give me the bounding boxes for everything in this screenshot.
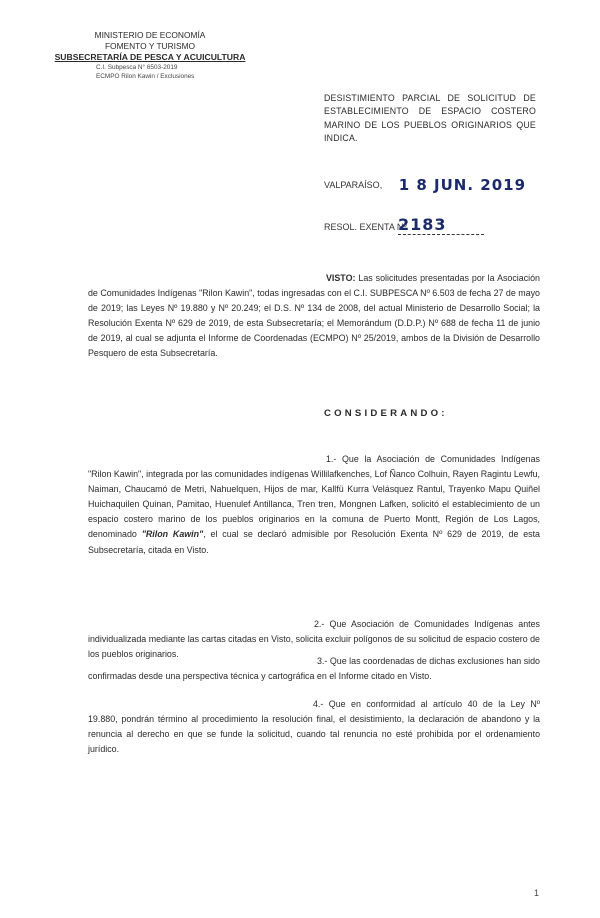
ministry-header: [50, 30, 250, 81]
undersecretariat-name: SUBSECRETARÍA DE PESCA Y ACUICULTURA: [54, 52, 246, 62]
considerando-item-4: 4.- Que en conformidad al artículo 40 de la Ley Nº 19.880, pondrán término al procedimiento la resolución final, el desistimiento, la declaración de abandono y la renuncia al derecho en que se funde la solicitud, cuando tal renuncia no esté prohibida por el ordenamiento jurídico.: [88, 699, 540, 755]
visto-text: Las solicitudes presentadas por la Asociación de Comunidades Indígenas "Rilon Kawin", todas ingresadas con el C.I. SUBPESCA Nº 6.503 de fecha 27 de mayo de 2019; las Leyes Nº 19.880 y Nº 20.249; el D.S. Nº 134 de 2008, del actual Ministerio de Desarrollo Social; la Resolución Exenta Nº 629 de 2019, de esta Subsecretaría; el Memorándum (D.D.P.) Nº 688 de fecha 11 de junio de 2019, al cual se adjunta el Informe de Coordenadas (ECMPO) Nº 25/2019, ambos de la División de Desarrollo Pesquero de esta Subsecretaría.: [88, 273, 540, 359]
resolution-label: RESOL. EXENTA Nº: [324, 222, 407, 232]
considerando-item-1-text: 1.- Que la Asociación de Comunidades Indígenas "Rilon Kawin", integrada por las comunidades indígenas Willilafkenches, Lof Ñanco Colhuin, Rayen Ragintu Lewfu, Naiman, Chaucamó de Metri, Nahuelquen, Hijos de mar, Kallfü Kurra Velásquez Rantul, Trayenko Mapu Quiñel Huichaquilen Quinan, Pamitao, Huenulef Antillanca, Tren tren, Mongnen Lafken, solicitó el establecimiento de un espacio costero marino de los pueblos originarios en la comuna de Puerto Montt, Región de Los Lagos, denominado: [88, 454, 540, 540]
reference-code: C.I. Subpesca N° 6503-2019: [96, 64, 178, 71]
considerando-item-2: 2.- Que Asociación de Comunidades Indígenas antes individualizada mediante las cartas citadas en Visto, solicita excluir polígonos de su solicitud de espacio costero de los pueblos originarios.: [88, 619, 540, 660]
community-name: "Rilon Kawin": [141, 529, 204, 540]
considerando-item-1-text-end: , el cual se declaró admisible por Resolución Exenta Nº 629 de 2019, de esta Subsecretaría, citada en Visto.: [88, 529, 540, 555]
page-number: 1: [534, 888, 540, 898]
resolution-underline: [398, 234, 484, 235]
considerando-heading: CONSIDERANDO:: [324, 408, 448, 419]
ministry-name: MINISTERIO DE ECONOMÍA: [94, 30, 206, 40]
considerando-item-1: [88, 452, 540, 558]
document-title: DESISTIMIENTO PARCIAL DE SOLICITUD DE ESTABLECIMIENTO DE ESPACIO COSTERO MARINO DE LOS PUEBLOS ORIGINARIOS QUE INDICA.: [324, 93, 536, 144]
date-stamp: 1 8 JUN. 2019: [398, 176, 527, 194]
visto-label: VISTO:: [326, 273, 356, 283]
dateline: [324, 176, 526, 194]
dateline-city: VALPARAÍSO,: [324, 180, 383, 190]
reference-subject: ECMPO Rilon Kawin / Exclusiones: [96, 73, 195, 80]
ministry-division: FOMENTO Y TURISMO: [104, 41, 196, 51]
visto-paragraph: [88, 271, 540, 362]
resolution-line: [324, 215, 447, 234]
considerando-item-3: 3.- Que las coordenadas de dichas exclusiones han sido confirmadas desde una perspectiva técnica y cartográfica en el Informe citado en Visto.: [88, 656, 540, 682]
resolution-number: 2183: [398, 215, 447, 234]
